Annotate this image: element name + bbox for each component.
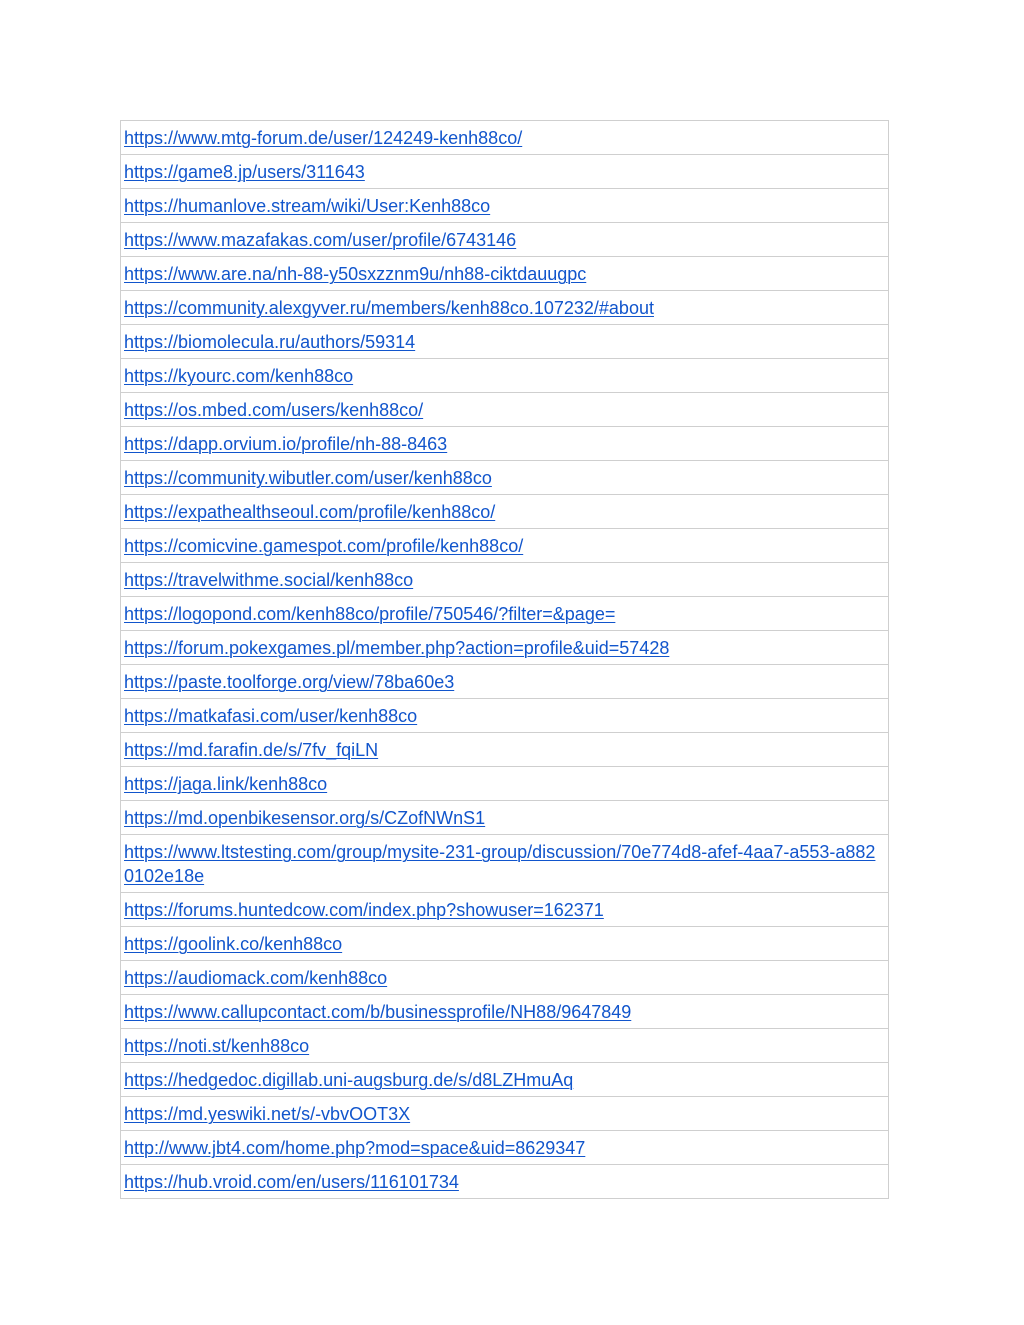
- link[interactable]: https://goolink.co/kenh88co: [124, 934, 343, 954]
- table-cell: [121, 155, 889, 189]
- link[interactable]: http://www.jbt4.com/home.php?mod=space&uid=8629347: [124, 1138, 586, 1158]
- table-row: [121, 257, 889, 291]
- table-cell: [121, 393, 889, 427]
- table-row: [121, 291, 889, 325]
- table-row: [121, 393, 889, 427]
- table-cell: [121, 733, 889, 767]
- table-cell: [121, 189, 889, 223]
- link[interactable]: https://hub.vroid.com/en/users/116101734: [124, 1172, 459, 1192]
- table-row: [121, 597, 889, 631]
- link[interactable]: https://forums.huntedcow.com/index.php?showuser=162371: [124, 900, 604, 920]
- table-cell: [121, 223, 889, 257]
- link[interactable]: https://dapp.orvium.io/profile/nh-88-8463: [124, 434, 448, 454]
- link[interactable]: https://www.are.na/nh-88-y50sxzznm9u/nh88-ciktdauugpc: [124, 264, 587, 284]
- link[interactable]: https://md.openbikesensor.org/s/CZofNWnS1: [124, 808, 486, 828]
- table-cell: [121, 835, 889, 893]
- link[interactable]: https://audiomack.com/kenh88co: [124, 968, 388, 988]
- link[interactable]: https://kyourc.com/kenh88co: [124, 366, 354, 386]
- table-row: [121, 699, 889, 733]
- link[interactable]: https://www.callupcontact.com/b/businessprofile/NH88/9647849: [124, 1002, 632, 1022]
- link[interactable]: https://comicvine.gamespot.com/profile/kenh88co/: [124, 536, 524, 556]
- table-row: [121, 927, 889, 961]
- table-cell: [121, 597, 889, 631]
- table-row: [121, 223, 889, 257]
- table-row: [121, 1165, 889, 1199]
- table-row: [121, 189, 889, 223]
- table-row: [121, 1029, 889, 1063]
- link[interactable]: https://hedgedoc.digillab.uni-augsburg.de/s/d8LZHmuAq: [124, 1070, 574, 1090]
- table-cell: [121, 359, 889, 393]
- link[interactable]: https://os.mbed.com/users/kenh88co/: [124, 400, 424, 420]
- table-cell: [121, 893, 889, 927]
- table-cell: [121, 563, 889, 597]
- links-table: [120, 120, 889, 1199]
- link[interactable]: https://noti.st/kenh88co: [124, 1036, 310, 1056]
- link[interactable]: https://jaga.link/kenh88co: [124, 774, 328, 794]
- table-cell: [121, 1131, 889, 1165]
- table-cell: [121, 1063, 889, 1097]
- link[interactable]: https://www.ltstesting.com/group/mysite-231-group/discussion/70e774d8-afef-4aa7-a553-a8820102e18e: [124, 842, 876, 886]
- table-row: [121, 155, 889, 189]
- table-row: [121, 801, 889, 835]
- table-row: [121, 665, 889, 699]
- table-cell: [121, 495, 889, 529]
- table-cell: [121, 1165, 889, 1199]
- link[interactable]: https://biomolecula.ru/authors/59314: [124, 332, 416, 352]
- table-row: [121, 995, 889, 1029]
- link[interactable]: https://community.wibutler.com/user/kenh88co: [124, 468, 492, 488]
- link[interactable]: https://expathealthseoul.com/profile/kenh88co/: [124, 502, 496, 522]
- table-row: [121, 733, 889, 767]
- table-row: [121, 325, 889, 359]
- link[interactable]: https://humanlove.stream/wiki/User:Kenh88co: [124, 196, 491, 216]
- table-row: [121, 961, 889, 995]
- table-cell: [121, 995, 889, 1029]
- table-cell: [121, 427, 889, 461]
- link[interactable]: https://community.alexgyver.ru/members/kenh88co.107232/#about: [124, 298, 654, 318]
- link[interactable]: https://travelwithme.social/kenh88co: [124, 570, 414, 590]
- links-table-body: [121, 121, 889, 1199]
- table-row: [121, 1097, 889, 1131]
- table-row: [121, 563, 889, 597]
- table-cell: [121, 767, 889, 801]
- table-cell: [121, 529, 889, 563]
- table-row: [121, 767, 889, 801]
- link[interactable]: https://game8.jp/users/311643: [124, 162, 365, 182]
- table-cell: [121, 665, 889, 699]
- table-cell: [121, 325, 889, 359]
- table-cell: [121, 927, 889, 961]
- link[interactable]: https://forum.pokexgames.pl/member.php?action=profile&uid=57428: [124, 638, 670, 658]
- table-cell: [121, 121, 889, 155]
- table-cell: [121, 801, 889, 835]
- table-row: [121, 461, 889, 495]
- table-row: [121, 427, 889, 461]
- table-row: [121, 835, 889, 893]
- link[interactable]: https://www.mtg-forum.de/user/124249-kenh88co/: [124, 128, 523, 148]
- table-row: [121, 631, 889, 665]
- link[interactable]: https://www.mazafakas.com/user/profile/6743146: [124, 230, 517, 250]
- table-cell: [121, 699, 889, 733]
- table-cell: [121, 1097, 889, 1131]
- table-row: [121, 121, 889, 155]
- table-cell: [121, 631, 889, 665]
- link[interactable]: https://matkafasi.com/user/kenh88co: [124, 706, 418, 726]
- table-cell: [121, 257, 889, 291]
- table-row: [121, 495, 889, 529]
- table-row: [121, 529, 889, 563]
- table-row: [121, 1063, 889, 1097]
- link[interactable]: https://md.yeswiki.net/s/-vbvOOT3X: [124, 1104, 411, 1124]
- link[interactable]: https://logopond.com/kenh88co/profile/750546/?filter=&page=: [124, 604, 616, 624]
- table-cell: [121, 291, 889, 325]
- table-row: [121, 359, 889, 393]
- link[interactable]: https://paste.toolforge.org/view/78ba60e3: [124, 672, 455, 692]
- table-cell: [121, 1029, 889, 1063]
- table-cell: [121, 461, 889, 495]
- table-cell: [121, 961, 889, 995]
- table-row: [121, 893, 889, 927]
- link[interactable]: https://md.farafin.de/s/7fv_fqiLN: [124, 740, 379, 760]
- table-row: [121, 1131, 889, 1165]
